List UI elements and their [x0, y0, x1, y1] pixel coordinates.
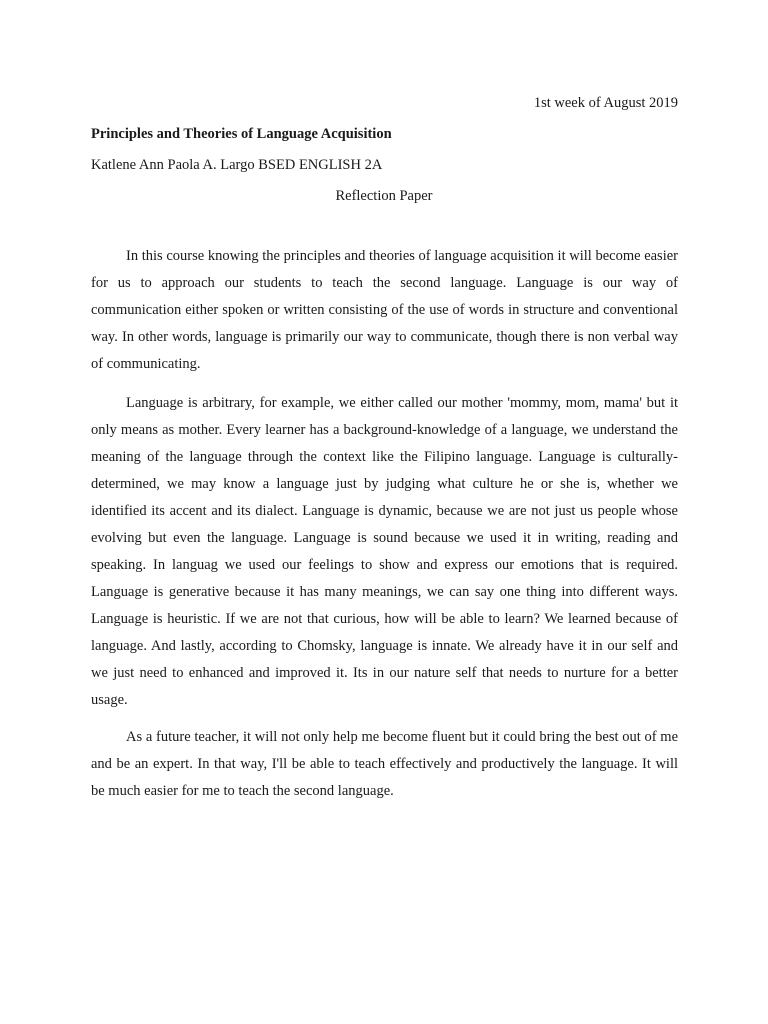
body-paragraph-1: In this course knowing the principles and theories of language acquisition it will become easier for us to approach our students to teach the second language. Language is our way of communication either spoken or written consisting of the use of words in structure and conventional way. In other words, language is primarily our way to communicate, though there is non verbal way of communicating.	[91, 248, 678, 372]
body-paragraph-3: As a future teacher, it will not only help me become fluent but it could bring the best out of me and be an expert. In that way, I'll be able to teach effectively and productively the language. It will be much easier for me to teach the second language.	[91, 729, 678, 799]
document-date: 1st week of August 2019	[533, 95, 678, 111]
author-line: Katlene Ann Paola A. Largo BSED ENGLISH 2A	[91, 157, 383, 173]
body-paragraph-2: Language is arbitrary, for example, we either called our mother 'mommy, mom, mama' but it only means as mother. Every learner has a background-knowledge of a language, we understand the meaning of the language through the context like the Filipino language. Language is culturally-determined, we may know a language just by judging what culture he or she is, whether we identified its accent and its dialect. Language is dynamic, because we are not just us people whose evolving but even the language. Language is sound because we used it in writing, reading and speaking. In languag we used our feelings to show and express our emotions that is required. Language is generative because it has many meanings, we can say one thing into different ways. Language is heuristic. If we are not that curious, how will be able to learn? We learned because of language. And lastly, according to Chomsky, language is innate. We already have it in our self and we just need to enhanced and improved it. Its in our nature self that needs to nurture for a better usage.	[91, 395, 678, 708]
document-type-heading: Reflection Paper	[335, 188, 433, 204]
document-title: Principles and Theories of Language Acquisition	[91, 126, 392, 142]
